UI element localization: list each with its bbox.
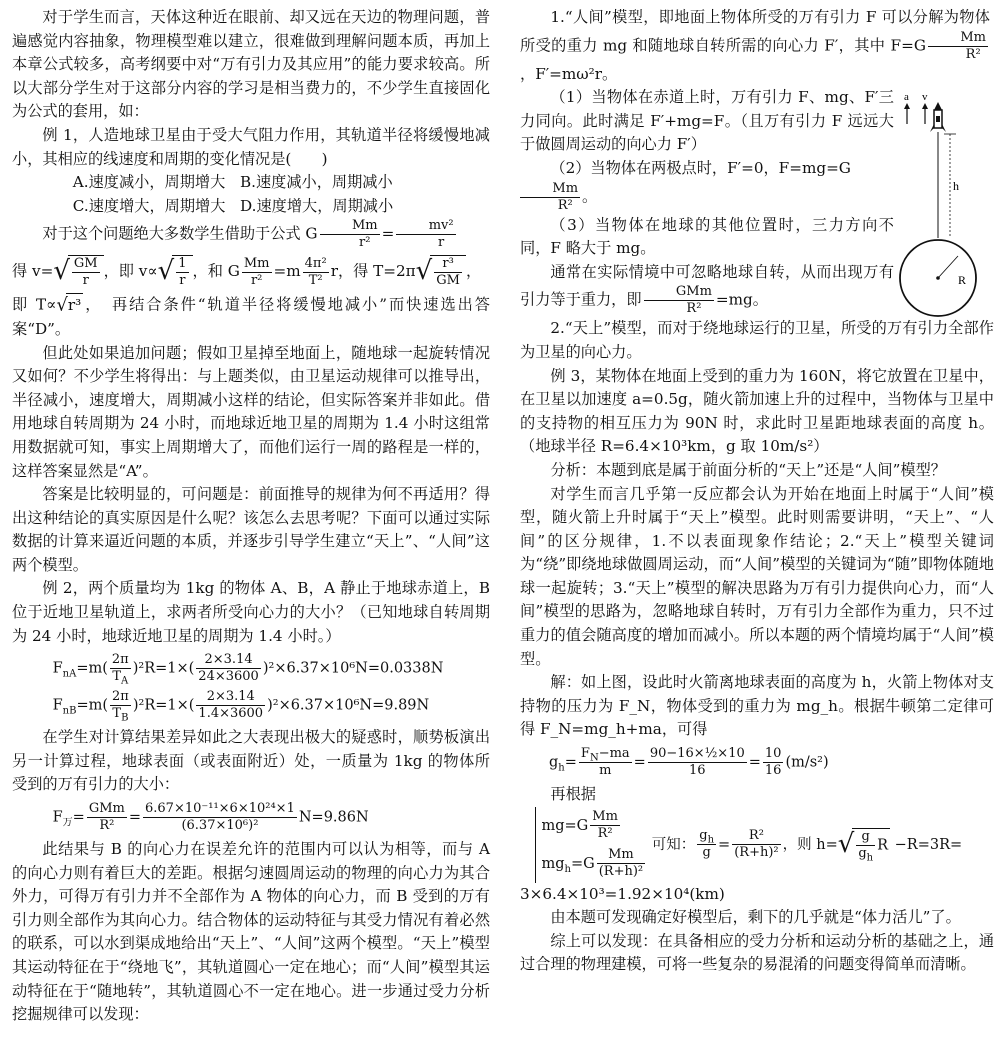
radius-label: R <box>958 273 967 287</box>
analysis-question: 分析：本题到底是属于前面分析的“天上”还是“人间”模型？ <box>550 460 946 479</box>
formula-intro: 对于这个问题绝大多数学生借助于公式 G $\frac{Mm}{\text{r²}}$ = $\frac{\text{mv²}}{r}$ <box>42 218 454 251</box>
example-2: 例 2，两个质量均为 1kg 的物体 A、B，A 静止于地球赤道上，B 位于近地卫星轨道上，求两者所受向心力的大小？（已知地球自转周期为 24 小时，地球近地卫星的周期为 1.4 小时。） <box>12 579 490 645</box>
equation-gh: $g_h=$ $\frac{F_N-ma}{m}$ = $\frac{\text{90−16×½×10}}{16}$ = $\frac{10}{16}$ (m/s²) <box>549 746 829 779</box>
velocity-label: v <box>922 91 928 103</box>
rocket-earth-diagram <box>898 88 998 324</box>
gravity-paragraph: 在学生对计算结果差异如此之大表现出极大的疑惑时，顺势板演出另一计算过程，地球表面（或表面附近）处，一质量为 1kg 的物体所受到的万有引力的大小： <box>12 728 490 794</box>
equation-system: mg=G $\frac{Mm}{\text{R²}}$ $mg_h=G$ $\frac{Mm}{\text{(R+h)²}}$ 可知： $\frac{g_h}{g}$ = $\frac{\text{R²}}{\text{(R+h)²}}$ ，则 h=√ $\frac{g}{g_h}$ R −R=3R= <box>520 807 994 883</box>
summary-paragraph: 综上可以发现：在具备相应的受力分析和运动分析的基础之上，通过合理的物理建模，可将一些复杂的易混淆的问题变得简单而清晰。 <box>520 931 994 974</box>
formula-derivation: 得 v=√ $\frac{GM}{r}$ ，即 v∝√ $\frac{1}{r}$ ，和 G $\frac{Mm}{\text{r²}}$ =m $\frac{\text{4π²}}{\text{T²}}$ r，得 T=2π√ $\frac{\text{r³}}{GM}$ ， <box>12 255 482 289</box>
equation-fna: $F_{nA}=m$( $\frac{2\pi}{T_A}$ )²R=1×( $\frac{2\times 3.14}{24\times 3600}$ )²×6.37×10⁶N=0.0338N <box>52 652 444 687</box>
acceleration-arrow <box>904 103 910 124</box>
case-other: （3）当物体在地球的其他位置时，三力方向不同，F 略大于 mg。 <box>520 215 894 258</box>
again-label: 再根据 <box>550 785 596 804</box>
example-1: 例 1，人造地球卫星由于受大气阻力作用，其轨道半径将缓慢地减小，其相应的线速度和周期的变化情况是( ) <box>12 125 490 168</box>
radius-line <box>938 256 958 278</box>
result-line: 3×6.4×10³=1.92×10⁴(km) <box>520 884 725 903</box>
solution-paragraph: 解：如上图，设此时火箭离地球表面的高度为 h，火箭上物体对支持物的压力为 F_N，物体受到的重力为 mg_h。根据牛顿第二定律可得 F_N=mg_h+ma，可得 <box>520 673 994 739</box>
intro-paragraph: 对于学生而言，天体这种近在眼前、却又远在天边的物理问题，普遍感觉内容抽象，物理模型难以建立，很难做到理解问题本质，再加上本章公式较多，高考纲要中对“万有引力及其应用”的能力要求较高。所以大部分学生对于这部分内容的学习是相当费力的，不少学生直接固化为公式的套用，如： <box>12 8 490 121</box>
case-equator: （1）当物体在赤道上时，万有引力 F、mg、F′三力同向。此时满足 F′+mg=F。（且万有引力 F 远远大于做圆周运动的向心力 F′） <box>520 88 894 154</box>
equation-gravity: $F_万=$ GMm R² = $\frac{\text{6.67×10⁻¹¹×6×10²⁴×1}}{\text{(6.37×10⁶)²}}$ N=9.86N <box>52 801 369 834</box>
options-row-2 <box>12 195 490 219</box>
conclusion-2: 由本题可发现确定好模型后，剩下的几乎就是“体力活儿”了。 <box>550 908 961 927</box>
acceleration-label: a <box>904 91 909 103</box>
option-a: A.速度减小，周期增大 <box>72 173 226 192</box>
height-marker <box>938 132 959 238</box>
case-poles: （2）当物体在两极点时，F′=0，F=mg=G $\frac{Mm}{\text{R²}}$ 。 <box>520 157 994 214</box>
question-paragraph: 答案是比较明显的，可问题是：前面推导的规律为何不再适用？得出这种结论的真实原因是什么呢？该怎么去思考呢？下面可以通过实际数据的计算来逼近问题的本质，并逐步引导学生建立“天上”、“人间”这两个模型。 <box>12 485 490 574</box>
analysis-paragraph: 对学生而言几乎第一反应都会认为开始在地面上时属于“人间”模型，随火箭上升时属于“天上”模型。此时则需要讲明，“天上”、“人间”的区分规律，1.不以表面现象作结论；2.“天上”模型关键词为“绕”即绕地球做圆周运动，而“人间”模型的关键词为“随”即物体随地球一起旋转；3.“天上”模型的解决思路为万有引力提供向心力，而“人间”模型的思路为，忽略地球自转时，万有引力全部作为重力，只不过重力的值会随高度的增加而减小。所以本题的两个情境均属于“人间”模型。 <box>520 484 994 668</box>
left-column <box>12 6 490 1027</box>
follow-up-paragraph: 但此处如果追加问题；假如卫星掉至地面上，随地球一起旋转情况又如何？不少学生将得出：与上题类似，由卫星运动规律可以推导出，半径减小，速度增大，周期减小这样的结论，但实际答案并非如此。借用地球自转周期为 24 小时，而地球近地卫星的周期为 1.4 小时这组常用数据就可知，事实上周期增大了，而他们运行一周的路程是一样的，这样答案显然是“A”。 <box>12 343 490 480</box>
example-3: 例 3，某物体在地面上受到的重力为 160N，将它放置在卫星中，在卫星以加速度 a=0.5g，随火箭加速上升的过程中，当物体与卫星中的支持物的相互压力为 90N 时，求此时卫星距地球表面的高度 h。（地球半径 R=6.4×10³km，g 取 10m/s²） <box>520 366 994 456</box>
conclusion-1: 即 T∝√r³ ， 再结合条件“轨道半径将缓慢地减小”而快速选出答案“D”。 <box>12 294 490 338</box>
option-c: C.速度增大，周期增大 <box>72 196 226 215</box>
options-row-1 <box>12 171 490 195</box>
option-b: B.速度减小，周期减小 <box>239 173 393 192</box>
sky-model: 2.“天上”模型，而对于绕地球运行的卫星，所受的万有引力全部作为卫星的向心力。 <box>520 319 994 361</box>
rocket-icon <box>930 102 946 132</box>
option-d: D.速度增大，周期减小 <box>239 196 394 215</box>
equation-fnb: $F_{nB}=m$( $\frac{2\pi}{T_B}$ )²R=1×( $\frac{2\times 3.14}{1.4\times 3600}$ )²×6.37×10⁶N=9.89N <box>52 689 430 724</box>
models-paragraph: 此结果与 B 的向心力在误差允许的范围内可以认为相等，而与 A 的向心力则有着巨大的差距。根据匀速圆周运动的物理的向心力为其合外力，可得万有引力并不全部作为 A 物体的向心力，而 B 受到的万有引力则全部作为其向心力。结合物体的运动特征与其受力情况有着必然的联系，可以水到渠成地给出“天上”、“人间”这两个模型。“天上”模型其运动特征在于“绕地飞”，其轨道圆心一定在地心；而“人间”模型其运动特征在于“随地转”，其轨道圆心不一定在地心。进一步通过受力分析挖掘规律可以发现： <box>12 840 490 1024</box>
human-model: 1.“人间”模型，即地面上物体所受的万有引力 F 可以分解为物体所受的重力 mg 和随地球自转所需的向心力 F′，其中 F=G $\frac{Mm}{\text{R²}}$ ，F′=mω²r。 <box>520 8 990 83</box>
height-label: h <box>953 179 959 193</box>
ignore-rotation: 通常在实际情境中可忽略地球自转，从而出现万有引力等于重力，即 GMm R² =mg。 <box>520 262 894 317</box>
velocity-arrow <box>922 103 928 124</box>
